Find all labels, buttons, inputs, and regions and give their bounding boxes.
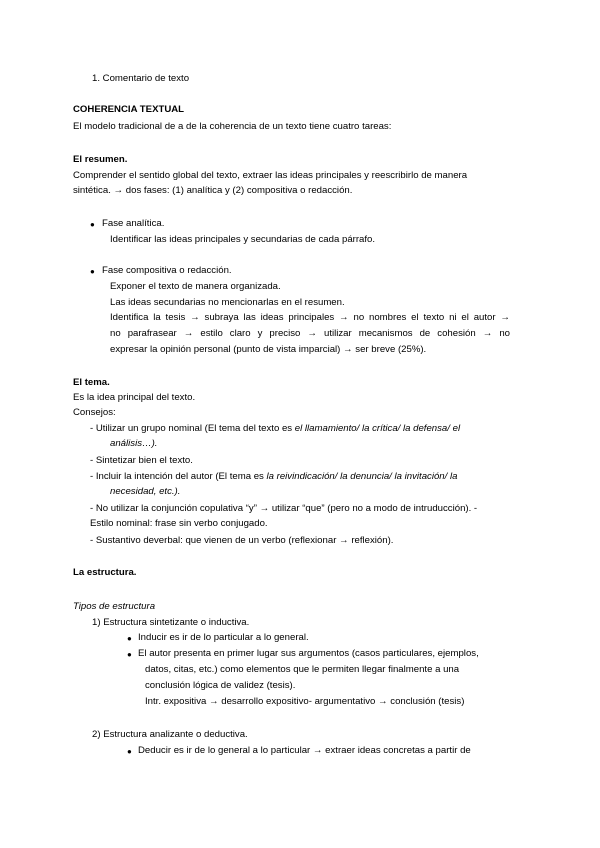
item-1-bullet-1: Inducir es ir de lo particular a lo general. — [138, 632, 309, 643]
estructura-title: La estructura. — [73, 567, 137, 578]
fase-compositiva-label: Fase compositiva o redacción. — [102, 265, 232, 276]
item-1-bullet-2-line-2: datos, citas, etc.) como elementos que le permiten llegar finalmente a una — [145, 664, 460, 675]
fase-analitica-text: Identificar las ideas principales y secundarias de cada párrafo. — [110, 234, 376, 245]
fase-compositiva-line-4: no parafrasear → estilo claro y preciso → utilizar mecanismos de cohesión → no — [110, 328, 510, 339]
tema-line-1: Es la idea principal del texto. — [73, 392, 196, 403]
bullet-icon: ● — [90, 220, 95, 229]
resumen-text-line-1: Comprender el sentido global del texto, extraer las ideas principales y reescribirlo de manera — [73, 170, 468, 181]
consejo-1-italic: el llamamiento/ la crítica/ la defensa/ el — [294, 423, 461, 434]
item-2-bullet-1: Deducir es ir de lo general a lo particular → extraer ideas concretas a partir de — [138, 745, 471, 756]
estructura-item-1: 1) Estructura sintetizante o inductiva. — [92, 617, 250, 628]
tema-title: El tema. — [73, 377, 110, 388]
bullet-icon: ● — [127, 747, 132, 756]
fase-compositiva-line-1: Exponer el texto de manera organizada. — [110, 281, 281, 292]
resumen-title: El resumen. — [73, 154, 128, 165]
consejo-3-italic: la reivindicación/ la denuncia/ la invitación/ la — [266, 471, 458, 482]
fase-analitica-label: Fase analítica. — [102, 218, 165, 229]
consejo-4-cont: Estilo nominal: frase sin verbo conjugado. — [90, 518, 268, 529]
coherencia-title: COHERENCIA TEXTUAL — [73, 104, 185, 115]
bullet-icon: ● — [127, 650, 132, 659]
fase-compositiva-line-2: Las ideas secundarias no mencionarlas en el resumen. — [110, 297, 345, 308]
item-1-bullet-2-line-4: Intr. expositiva → desarrollo expositivo- argumentativo → conclusión (tesis) — [145, 696, 465, 707]
item-1-bullet-2-line-1: El autor presenta en primer lugar sus argumentos (casos particulares, ejemplos, — [138, 648, 479, 659]
item-1-bullet-2-line-3: conclusión lógica de validez (tesis). — [145, 680, 296, 691]
consejo-3-cont: necesidad, etc.). — [110, 486, 181, 497]
consejo-3-text: - Incluir la intención del autor (El tema es — [90, 471, 267, 482]
coherencia-intro: El modelo tradicional de a de la coherencia de un texto tiene cuatro tareas: — [73, 121, 392, 132]
consejo-1-cont: análisis…). — [110, 438, 158, 449]
consejo-5: - Sustantivo deverbal: que vienen de un verbo (reflexionar → reflexión). — [90, 535, 394, 546]
consejo-3 — [90, 471, 457, 483]
consejo-2: - Sintetizar bien el texto. — [90, 455, 193, 466]
fase-compositiva-line-5: expresar la opinión personal (punto de vista imparcial) → ser breve (25%). — [110, 344, 427, 355]
bullet-icon: ● — [90, 267, 95, 276]
bullet-icon: ● — [127, 634, 132, 643]
fase-compositiva-line-3: Identifica la tesis → subraya las ideas principales → no nombres el texto ni el autor → — [110, 312, 510, 323]
consejos-label: Consejos: — [73, 407, 116, 418]
consejo-1-text: - Utilizar un grupo nominal (El tema del texto es — [90, 423, 295, 434]
tipos-estructura-label: Tipos de estructura — [73, 601, 156, 612]
consejo-1 — [90, 423, 460, 435]
resumen-text-line-2: sintética. → dos fases: (1) analítica y (2) compositiva o redacción. — [73, 185, 353, 196]
section-number-heading: 1. Comentario de texto — [92, 73, 190, 84]
consejo-4: - No utilizar la conjunción copulativa “y” → utilizar “que” (pero no a modo de intruducción). - — [90, 503, 478, 514]
estructura-item-2: 2) Estructura analizante o deductiva. — [92, 729, 248, 740]
